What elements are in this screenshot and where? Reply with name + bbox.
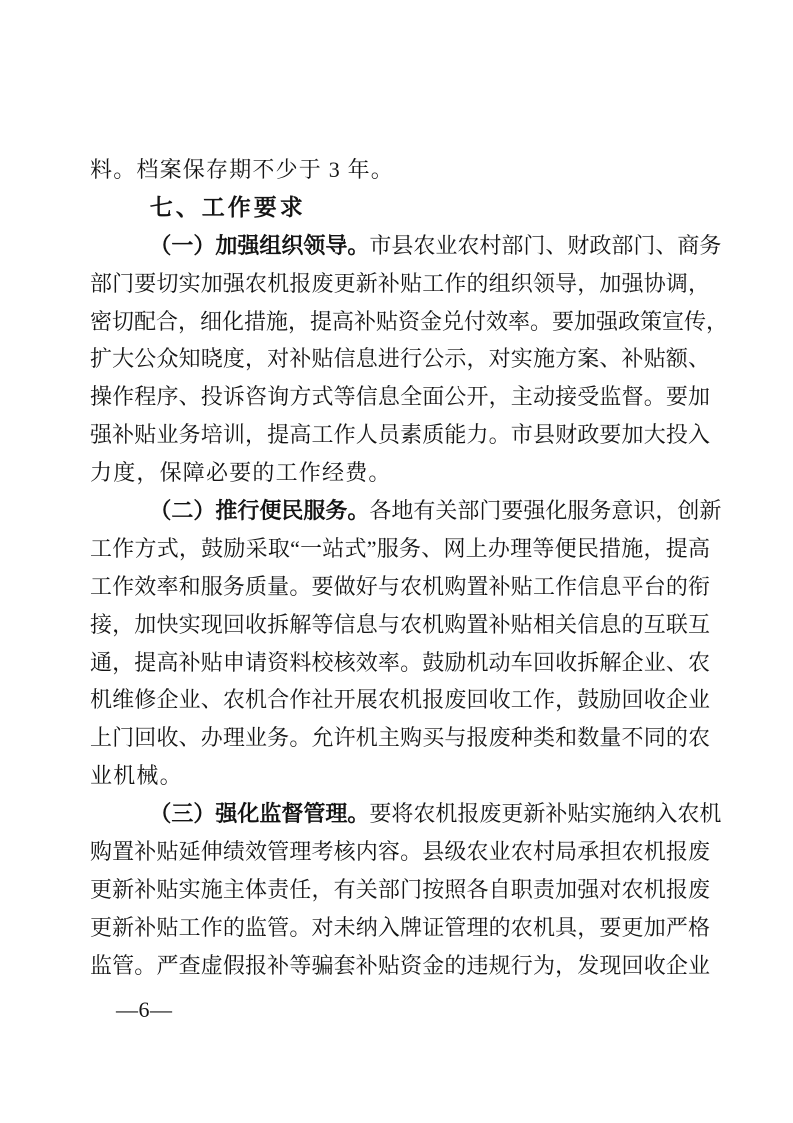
doc-line	[90, 378, 710, 416]
doc-line-text: 工作方式，鼓励采取“一站式”服务、网上办理等便民措施，提高	[90, 535, 710, 561]
doc-line-text: 强补贴业务培训，提高工作人员素质能力。市县财政要加大投入	[90, 422, 710, 448]
doc-line-text: 机维修企业、农机合作社开展农机报废回收工作，鼓励回收企业	[90, 687, 710, 713]
doc-line-text: 密切配合，细化措施，提高补贴资金兑付效率。要加强政策宣传，	[90, 308, 729, 334]
page-number: —6—	[116, 997, 173, 1022]
doc-line-text: 上门回收、办理业务。允许机主购买与报废种类和数量不同的农	[90, 725, 710, 751]
doc-line-text: 通，提高补贴申请资料校核效率。鼓励机动车回收拆解企业、农	[90, 649, 710, 675]
doc-line-text: 各地有关部门要强化服务意识，创新	[369, 498, 722, 524]
doc-line-text: 更新补贴工作的监管。对未纳入牌证管理的农机具，要更加严格	[90, 914, 710, 940]
doc-line-text: 要将农机报废更新补贴实施纳入农机	[369, 801, 722, 827]
doc-line	[90, 151, 710, 189]
doc-line-text: 接，加快实现回收拆解等信息与农机购置补贴相关信息的互联互	[90, 611, 710, 637]
doc-line-text: 扩大公众知晓度，对补贴信息进行公示，对实施方案、补贴额、	[90, 346, 710, 372]
doc-line	[90, 644, 710, 682]
doc-line-text: 部门要切实加强农机报废更新补贴工作的组织领导，加强协调，	[90, 270, 710, 296]
doc-line-text: 工作效率和服务质量。要做好与农机购置补贴工作信息平台的衔	[90, 573, 710, 599]
doc-line-text: 业机械。	[90, 763, 183, 789]
doc-line	[90, 757, 710, 795]
doc-line-text: 更新补贴实施主体责任，有关部门按照各自职责加强对农机报废	[90, 876, 710, 902]
doc-line-text: 料。档案保存期不少于 3 年。	[90, 157, 395, 182]
doc-line	[90, 909, 710, 947]
doc-line	[90, 795, 722, 833]
doc-line	[90, 303, 729, 341]
document-body	[90, 151, 729, 985]
paragraph-lead: （二）推行便民服务。	[149, 498, 370, 524]
doc-line	[90, 568, 710, 606]
doc-line	[90, 530, 710, 568]
doc-line	[90, 416, 710, 454]
doc-line-text: 操作程序、投诉咨询方式等信息全面公开，主动接受监督。要加	[90, 384, 710, 410]
doc-line	[90, 227, 722, 265]
doc-line	[90, 454, 710, 492]
doc-line-text: 力度，保障必要的工作经费。	[90, 460, 392, 486]
doc-line	[90, 871, 710, 909]
paragraph-lead: （一）加强组织领导。	[149, 232, 370, 258]
doc-line	[90, 719, 710, 757]
doc-line-text: 市县农业农村部门、财政部门、商务	[369, 232, 722, 258]
paragraph-lead: （三）强化监督管理。	[149, 801, 370, 827]
section-heading	[90, 189, 710, 227]
doc-line	[90, 833, 710, 871]
doc-line	[90, 492, 722, 530]
doc-line-text: 购置补贴延伸绩效管理考核内容。县级农业农村局承担农机报废	[90, 839, 710, 865]
doc-line	[90, 606, 710, 644]
doc-line-text: 监管。严查虚假报补等骗套补贴资金的违规行为，发现回收企业	[90, 952, 710, 978]
doc-line	[90, 340, 710, 378]
section-heading-text: 七、工作要求	[149, 194, 306, 220]
doc-line	[90, 947, 710, 985]
doc-line	[90, 681, 710, 719]
doc-line	[90, 265, 710, 303]
